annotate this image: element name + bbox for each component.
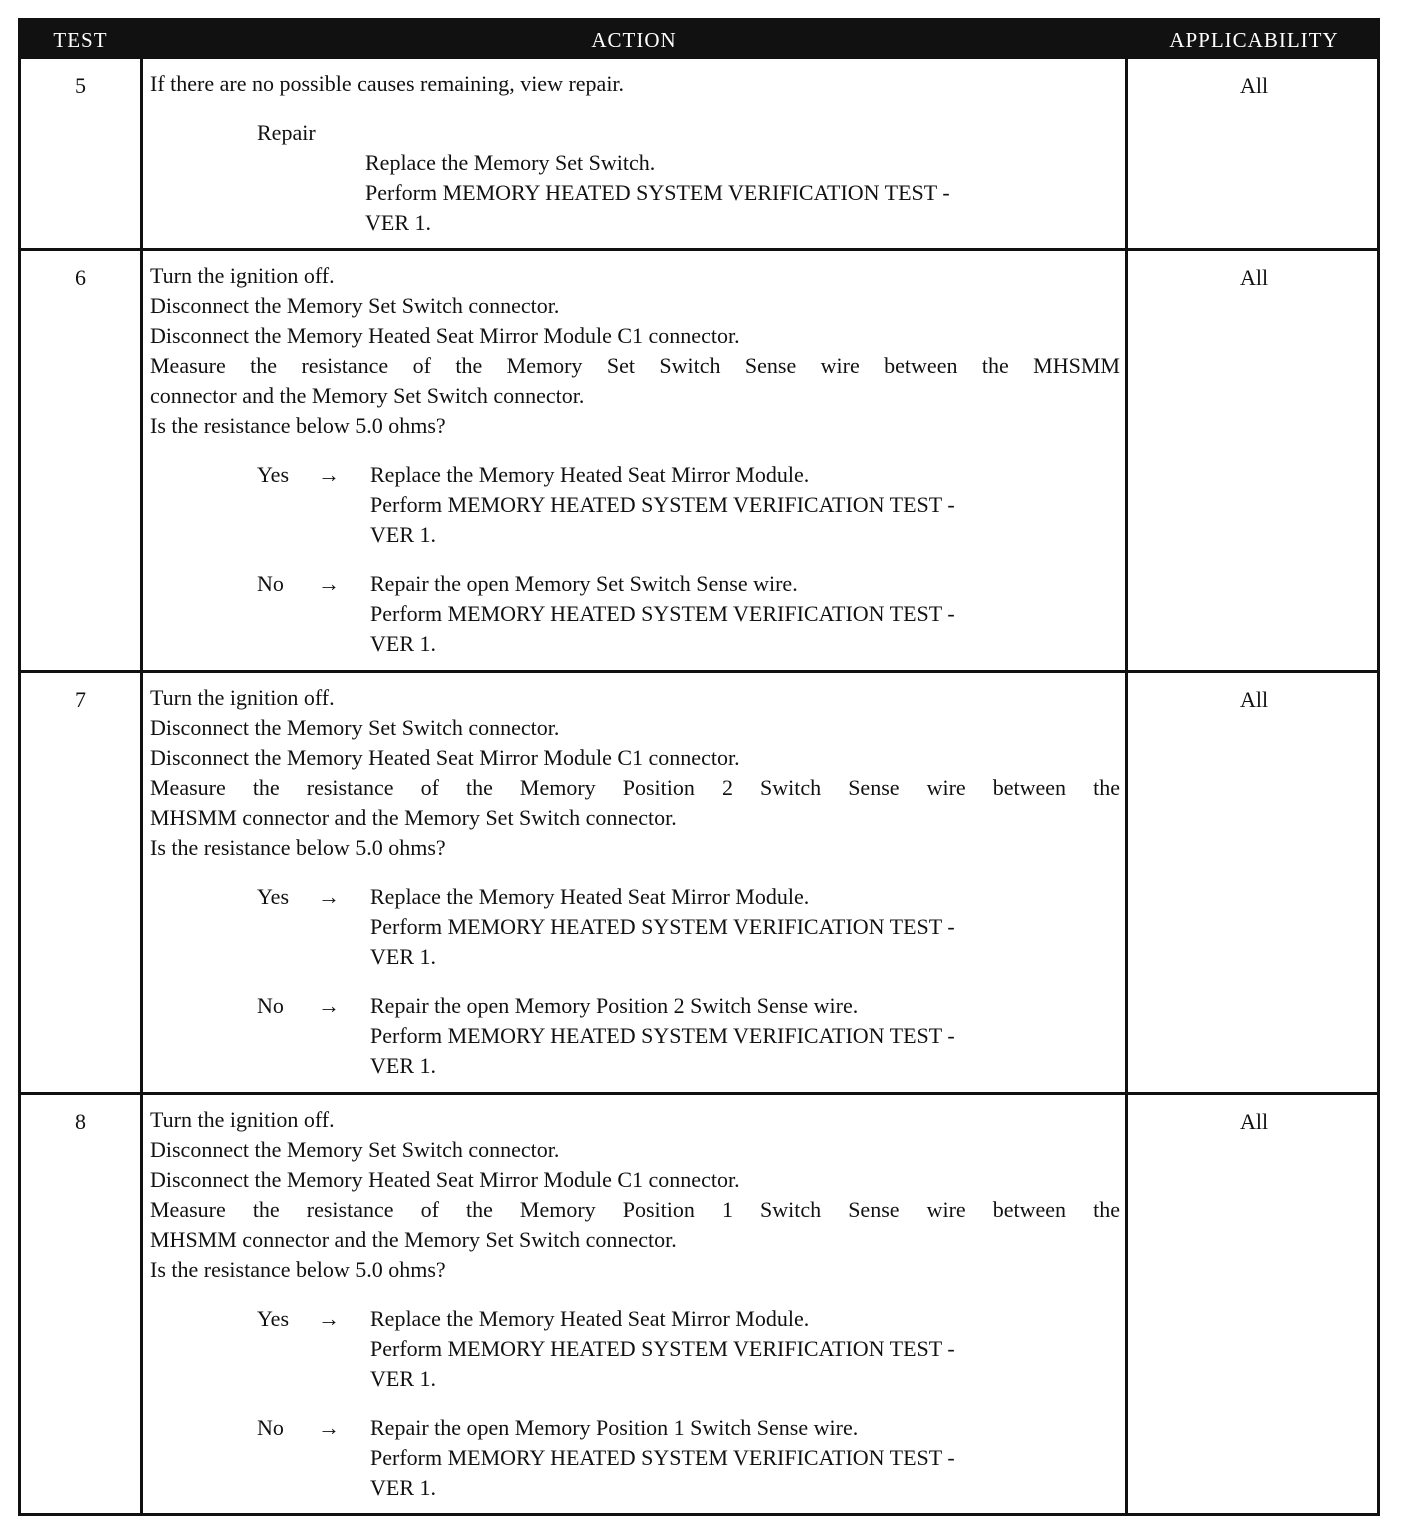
row-divider: [21, 248, 1377, 251]
yes-response: [150, 1304, 1120, 1394]
response-line: VER 1.: [370, 944, 436, 969]
header-applicability: APPLICABILITY: [1169, 28, 1339, 52]
response-text: [370, 1413, 1120, 1503]
header-action: ACTION: [591, 28, 677, 52]
action-line: Disconnect the Memory Set Switch connector.: [150, 1137, 560, 1162]
action-line: Is the resistance below 5.0 ohms?: [150, 835, 446, 860]
no-response: [150, 569, 1120, 659]
action-cell: [150, 683, 1120, 1081]
diagnostic-test-table: [18, 18, 1380, 1516]
test-number: 7: [75, 687, 86, 712]
repair-block: [150, 118, 1120, 238]
action-line: Turn the ignition off.: [150, 263, 335, 288]
table-header: [21, 21, 1377, 59]
response-text: [370, 569, 1120, 659]
response-line: VER 1.: [370, 1053, 436, 1078]
repair-text: [365, 148, 1120, 238]
response-text: [370, 991, 1120, 1081]
test-number: 8: [75, 1109, 86, 1134]
arrow-icon: →: [318, 571, 340, 596]
no-label: No: [257, 571, 284, 596]
response-line: Perform MEMORY HEATED SYSTEM VERIFICATION TEST -: [370, 601, 955, 626]
response-line: Repair the open Memory Set Switch Sense wire.: [370, 571, 798, 596]
action-line: Turn the ignition off.: [150, 685, 335, 710]
action-line: Is the resistance below 5.0 ohms?: [150, 1257, 446, 1282]
row-divider: [21, 670, 1377, 673]
response-text: [370, 882, 1120, 972]
arrow-icon: →: [318, 993, 340, 1018]
response-line: Repair the open Memory Position 1 Switch Sense wire.: [370, 1415, 859, 1440]
arrow-icon: →: [318, 1306, 340, 1331]
response-line: VER 1.: [370, 522, 436, 547]
action-line: Disconnect the Memory Heated Seat Mirror Module C1 connector.: [150, 745, 740, 770]
action-line: Disconnect the Memory Set Switch connector.: [150, 715, 560, 740]
action-cell: [150, 261, 1120, 659]
response-line: VER 1.: [370, 631, 436, 656]
repair-line: Replace the Memory Set Switch.: [365, 150, 656, 175]
response-line: Replace the Memory Heated Seat Mirror Module.: [370, 462, 810, 487]
response-line: VER 1.: [370, 1366, 436, 1391]
response-line: Perform MEMORY HEATED SYSTEM VERIFICATION TEST -: [370, 492, 955, 517]
test-number: 5: [75, 73, 86, 98]
no-label: No: [257, 1415, 284, 1440]
arrow-icon: →: [318, 1415, 340, 1440]
test-number: 6: [75, 265, 86, 290]
action-line: MHSMM connector and the Memory Set Switch connector.: [150, 1227, 677, 1252]
action-line: Measure the resistance of the Memory Position 2 Switch Sense wire between the: [150, 775, 1120, 800]
action-line: connector and the Memory Set Switch connector.: [150, 383, 585, 408]
response-text: [370, 1304, 1120, 1394]
action-line: If there are no possible causes remaining, view repair.: [150, 71, 625, 96]
yes-label: Yes: [257, 884, 290, 909]
no-response: [150, 991, 1120, 1081]
action-line: MHSMM connector and the Memory Set Switch connector.: [150, 805, 677, 830]
repair-line: VER 1.: [365, 210, 431, 235]
action-line: Disconnect the Memory Heated Seat Mirror Module C1 connector.: [150, 323, 740, 348]
repair-label: Repair: [257, 120, 316, 145]
yes-label: Yes: [257, 1306, 290, 1331]
response-line: Perform MEMORY HEATED SYSTEM VERIFICATION TEST -: [370, 1336, 955, 1361]
response-line: Perform MEMORY HEATED SYSTEM VERIFICATION TEST -: [370, 914, 955, 939]
action-line: Measure the resistance of the Memory Set Switch Sense wire between the MHSMM: [150, 353, 1120, 378]
applicability-value: All: [1239, 265, 1269, 290]
action-cell: [150, 69, 1120, 238]
header-test: TEST: [53, 28, 108, 52]
arrow-icon: →: [318, 884, 340, 909]
action-line: Disconnect the Memory Set Switch connector.: [150, 293, 560, 318]
response-line: Perform MEMORY HEATED SYSTEM VERIFICATION TEST -: [370, 1445, 955, 1470]
no-label: No: [257, 993, 284, 1018]
response-line: VER 1.: [370, 1475, 436, 1500]
response-line: Perform MEMORY HEATED SYSTEM VERIFICATION TEST -: [370, 1023, 955, 1048]
action-line: Measure the resistance of the Memory Position 1 Switch Sense wire between the: [150, 1197, 1120, 1222]
response-line: Repair the open Memory Position 2 Switch Sense wire.: [370, 993, 859, 1018]
response-line: Replace the Memory Heated Seat Mirror Module.: [370, 884, 810, 909]
response-line: Replace the Memory Heated Seat Mirror Module.: [370, 1306, 810, 1331]
yes-response: [150, 460, 1120, 550]
yes-label: Yes: [257, 462, 290, 487]
no-response: [150, 1413, 1120, 1503]
action-line: Disconnect the Memory Heated Seat Mirror Module C1 connector.: [150, 1167, 740, 1192]
yes-response: [150, 882, 1120, 972]
applicability-value: All: [1239, 73, 1269, 98]
column-divider-test: [140, 59, 143, 1516]
row-divider: [21, 1092, 1377, 1095]
action-line: Is the resistance below 5.0 ohms?: [150, 413, 446, 438]
repair-line: Perform MEMORY HEATED SYSTEM VERIFICATION TEST -: [365, 180, 950, 205]
action-line: Turn the ignition off.: [150, 1107, 335, 1132]
response-text: [370, 460, 1120, 550]
applicability-value: All: [1239, 687, 1269, 712]
arrow-icon: →: [318, 462, 340, 487]
applicability-value: All: [1239, 1109, 1269, 1134]
action-cell: [150, 1105, 1120, 1503]
